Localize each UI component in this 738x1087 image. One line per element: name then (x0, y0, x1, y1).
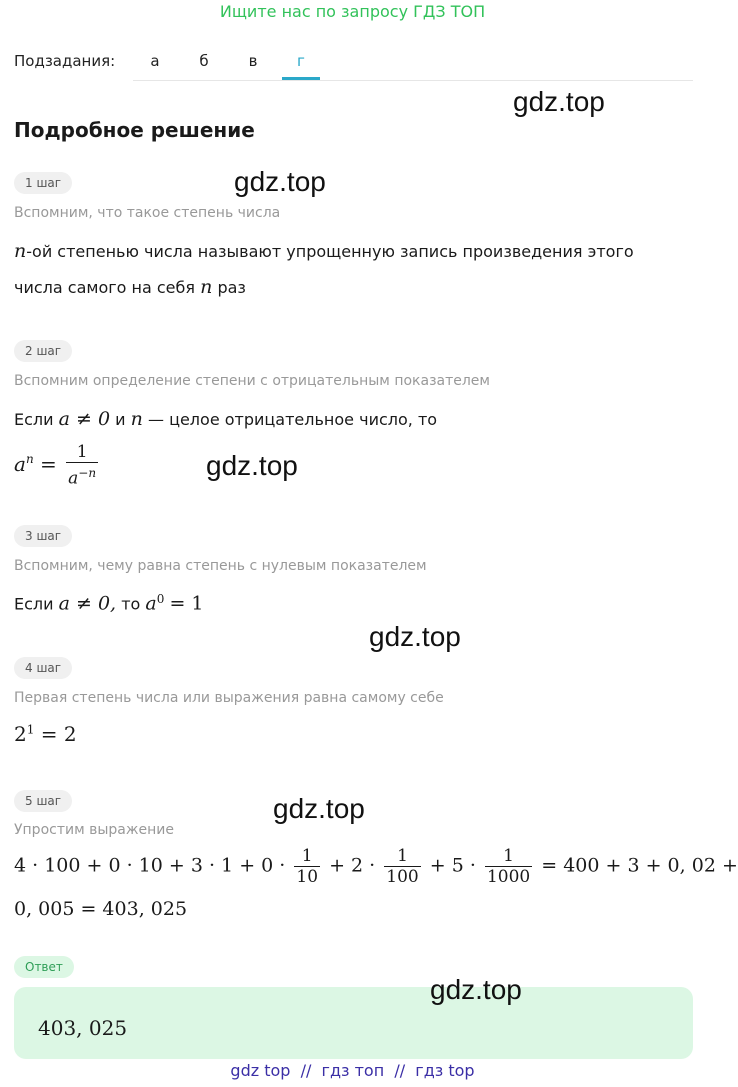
subtasks-label: Подзадания: (14, 52, 116, 70)
watermark: gdz.top (206, 450, 298, 481)
subtasks-tabs (133, 44, 693, 81)
answer-badge: Ответ (14, 956, 74, 978)
answer-value: 403, 025 (38, 1016, 128, 1040)
step-text: Если a ≠ 0, то $a^0 = 1$ (14, 592, 204, 615)
step-badge: 4 шаг (14, 657, 72, 679)
formula-first-power: $2^1 = 2$ (14, 722, 77, 746)
promo-banner[interactable]: Ищите нас по запросу ГДЗ ТОП (219, 2, 486, 21)
step-text-line1: -ой степенью числа называют упрощенную запись произведения этого (26, 242, 634, 261)
formula-negative-exponent: $a^n$ = $\frac{1}{a^{-n}}$ (14, 442, 97, 489)
tab-a[interactable]: а (150, 52, 160, 70)
watermark: gdz.top (513, 86, 605, 117)
tab-b[interactable]: б (199, 52, 209, 70)
step-badge: 5 шаг (14, 790, 72, 812)
text-rest: — целое отрицательное число, то (147, 410, 438, 429)
step-hint: Вспомним определение степени с отрицательным показателем (14, 373, 490, 389)
step-badge: 1 шаг (14, 172, 72, 194)
step-text (14, 240, 634, 262)
tab-g[interactable]: г (297, 52, 305, 70)
step-text-line2: числа самого на себя (14, 278, 195, 297)
text-if: Если (14, 410, 54, 429)
var-n: n (130, 408, 143, 430)
footer-links[interactable]: gdz top // гдз топ // гдз top (230, 1061, 475, 1080)
step-hint: Вспомним, что такое степень числа (14, 205, 281, 221)
watermark: gdz.top (234, 166, 326, 197)
tab-v[interactable]: в (248, 52, 258, 70)
active-tab-indicator (282, 77, 320, 80)
text-and: и (115, 410, 126, 429)
step-hint: Упростим выражение (14, 822, 174, 838)
watermark: gdz.top (273, 793, 365, 824)
step-badge: 3 шаг (14, 525, 72, 547)
watermark: gdz.top (430, 974, 522, 1005)
step-text-tail: раз (217, 278, 246, 297)
var-n: n (200, 276, 213, 298)
expression-result: 0, 005 = 403, 025 (14, 898, 188, 920)
step-badge: 2 шаг (14, 340, 72, 362)
step-text (14, 408, 437, 430)
step-hint: Первая степень числа или выражения равна самому себе (14, 690, 444, 706)
section-title: Подробное решение (14, 118, 255, 142)
step-hint: Вспомним, чему равна степень с нулевым показателем (14, 558, 427, 574)
watermark: gdz.top (369, 621, 461, 652)
condition-a: a ≠ 0 (58, 408, 111, 430)
main-expression: 4 · 100 + 0 · 10 + 3 · 1 + 0 · $\frac{1}{10}$ + 2 · $\frac{1}{100}$ + 5 · $\frac{1}{1000}$ = 400 + 3 + 0, 02 + (14, 846, 738, 887)
var-n: n (14, 240, 27, 262)
step-text (14, 276, 246, 298)
